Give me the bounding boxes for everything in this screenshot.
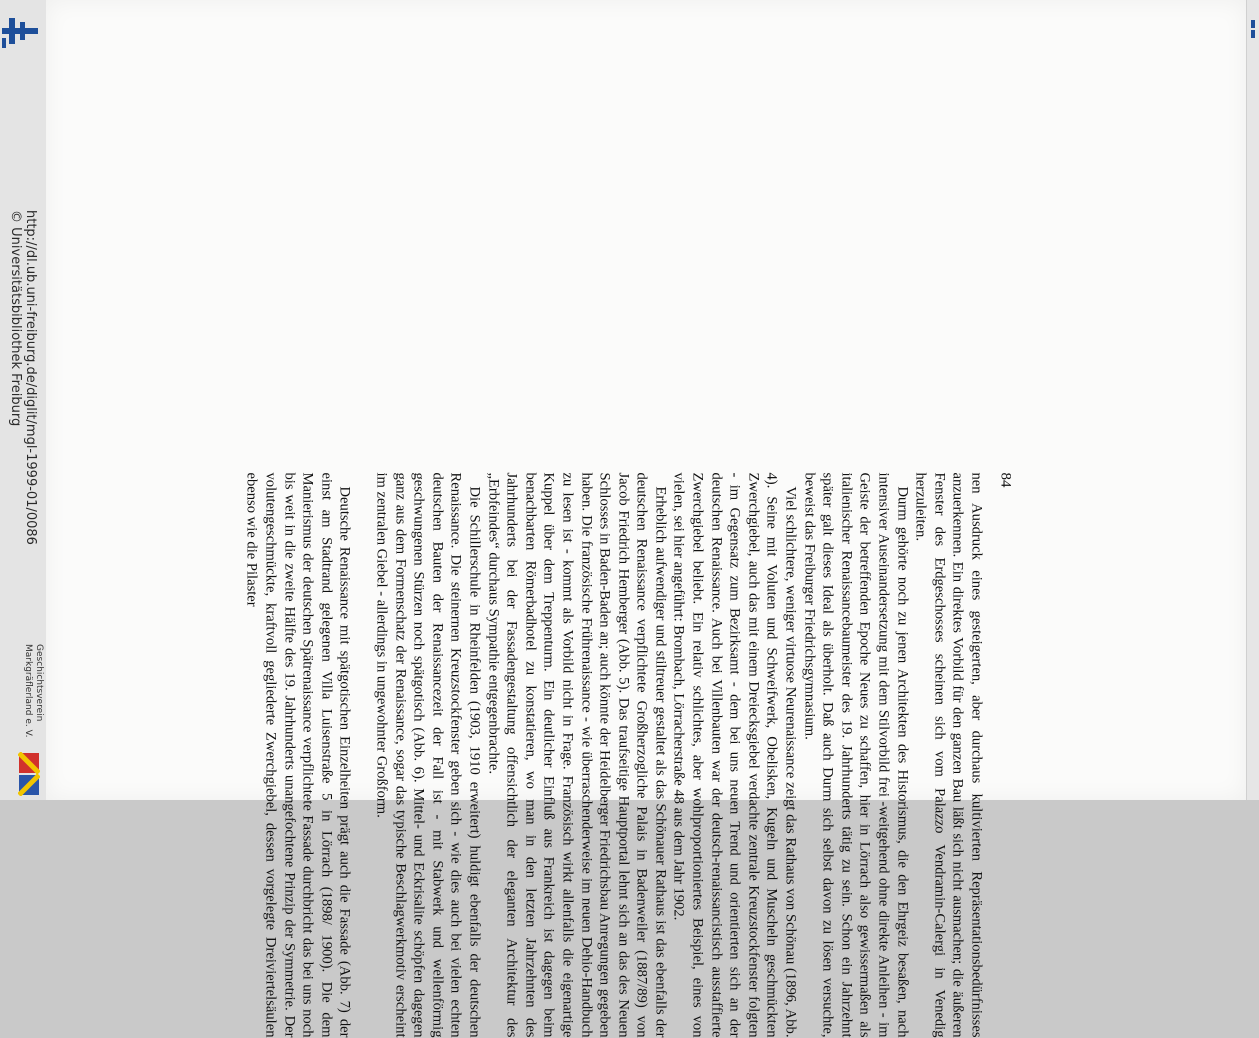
paragraph: Die Schillerschule in Rheinfelden (1903, 1910 erweitert) huldigt ebenfalls der deutschen Renaissance. Die steinernen Kreuzstockfenster geben sich - wie dies auch bei vielen echten deutschen Bauten der Renaissancezeit der Fall ist - mit Stabwerk und wellenförmig geschwungenen Stürzen noch spätgotisch (Abb. 6). Mittel- und Eckrisalite schöpfen dagegen ganz aus dem Formenschatz der Renaissance, sogar das typische Beschlagwerkmotiv erscheint im zentralen Giebel - allerdings in ungewohnter Großform. <box>373 472 483 1038</box>
navigation-marker-icon[interactable] <box>1249 18 1257 40</box>
association-crest-icon <box>18 752 40 796</box>
copyright-notice: © Universitätsbibliothek Freiburg <box>8 210 23 427</box>
viewer-right-sidebar <box>1246 0 1259 800</box>
university-library-logo-icon[interactable] <box>2 14 38 48</box>
paragraph: Durm gehörte noch zu jenen Architekten des Historismus, die den Ehrgeiz besaßen, nach intensiver Auseinandersetzung mit dem Stilvorbild frei -weitgehend ohne direkte Anleihen - im Geiste der betreffenden Epoche Neues zu schaffen, hier in Lörrach also gewissermaßen als italienischer Renaissancebaumeister des 19. Jahrhunderts tätig zu sein. Schon ein Jahrzehnt später galt dieses Ideal als überholt. Daß auch Durm sich selbst davon zu lösen versuchte, beweist das Freiburger Friedrichsgymnasium. <box>801 472 911 1038</box>
association-line-1: Geschichtsverein <box>34 644 44 722</box>
paragraph: Deutsche Renaissance mit spätgotischen Einzelheiten prägt auch die Fassade (Abb. 7) der einst am Stadtrand gelegenen Villa Luisenstraße 5 in Lörrach (1898/ 1900). Die dem Manierismus der deutschen Spätrenaissance verpflichtete Fassade durchbricht das bei uns noch bis weit in die zweite Hälfte des 19. Jahrhunderts unangefochtene Prinzip der Symmetrie. Der volutengeschmückte, kraftvoll gegliederte Zwerchgiebel, dessen vorgelegte Dreiviertelsäulen ebenso wie die Pilaster <box>243 472 353 1038</box>
page-number: 84 <box>997 472 1014 488</box>
rotated-text-block <box>84 473 1014 1038</box>
page-body <box>242 473 985 1038</box>
scanned-page <box>46 0 1246 1038</box>
viewer-left-sidebar <box>0 0 47 800</box>
paragraph: nen Ausdruck eines gesteigerten, aber durchaus kultivierten Repräsentationsbedürfnisses anzuerkennen. Ein direktes Vorbild für den ganzen Bau läßt sich nicht ausmachen; die äußeren Fenster des Erdgeschosses scheinen sich vom Palazzo Vendramin-Calergi in Venedig herzuleiten. <box>912 472 985 1038</box>
paragraph: Viel schlichtere, weniger virtuose Neurenaissance zeigt das Rathaus von Schönau (1896, Abb. 4). Seine mit Voluten und Schweifwerk, Obelisken, Kugeln und Muscheln geschmückten Zwerchgiebel, auch das mit einem Dreiecksgiebel verdachte zentrale Kreuzstockfenster folgten - im Gegensatz zum Bezirksamt - dem bei uns neuen Trend und orientierten sich an der deutschen Renaissance. Auch bei Villenbauten war der deutsch-renaissancistisch ausstaffierte Zwerchgiebel beliebt. Ein relativ schlichtes, aber wohlproportioniertes Beispiel, eines von vielen, sei hier angeführt: Brombach, Lörracherstraße 48 aus dem Jahr 1902. <box>671 472 799 1038</box>
document-url[interactable]: http://dl.ub.uni-freiburg.de/diglit/mgl-1999-01/0086 <box>23 210 38 545</box>
association-line-2: Markgräflerland e. V. <box>23 644 33 738</box>
document-url-caption <box>8 210 38 950</box>
paragraph: Erheblich aufwendiger und stiltreuer gestaltet als das Schönauer Rathaus ist das ebenfalls der deutschen Renaissance verpflichtete Großherzogliche Palais in Badenweiler (1887/89) von Jacob Friedrich Hemberger (Abb. 5). Das traufseitige Hauptportal lehnt sich an das des Neuen Schlosses in Baden-Baden an; auch könnte der Heidelberger Friedrichsbau Anregungen gegeben haben. Die französische Frührenaissance - wie überraschenderweise im neuen Dehio-Handbuch zu lesen ist - kommt als Vorbild nicht in Frage. Französisch wirkt allenfalls die eigenartige Kuppel über dem Treppenturm. Ein deutlicher Einfluß aus Frankreich ist dagegen beim benachbarten Römerbadhotel zu konstatieren, wo man in den letzten Jahrzehnten des Jahrhunderts bei der Fassadengestaltung offensichtlich der eleganten Architektur des „Erbfeindes“ durchaus Sympathie entgegenbrachte. <box>485 472 669 1038</box>
